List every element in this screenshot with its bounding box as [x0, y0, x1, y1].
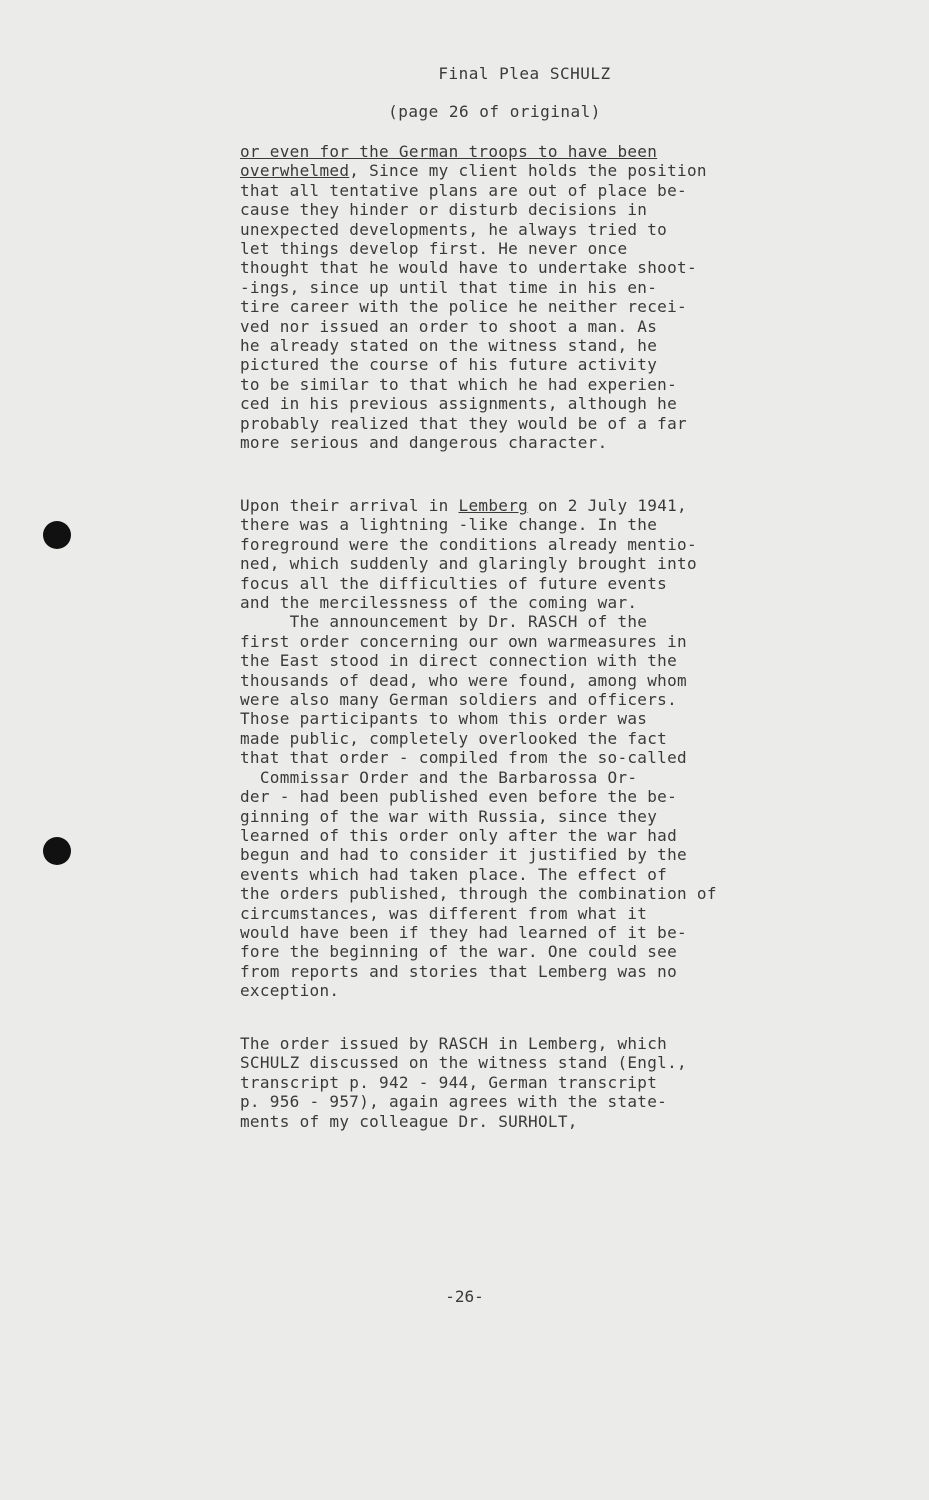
paragraph-1-line-1: or even for the German troops to have been	[240, 142, 658, 161]
paragraph-1	[240, 142, 707, 453]
page-number: -26-	[445, 1287, 484, 1306]
punch-hole	[43, 521, 71, 549]
document-title: Final Plea SCHULZ	[438, 64, 611, 83]
paragraph-1-text: that all tentative plans are out of place be- cause they hinder or disturb decisions in unexpected developments, he always tried to let things develop first. He never once thought that he would have to undertake shoot- -ings, since up until that time in his en- tire career with the police he neither recei- ved nor issued an order to shoot a man. As he already stated on the witness stand, he pictured the course of his future activity to be similar to that which he had experien- ced in his previous assignments, although he probably realized that they would be of a far more serious and dangerous character.	[240, 180, 697, 453]
paragraph-2-line-1: Upon their arrival in	[240, 496, 459, 515]
paragraph-2-date: on 2 July 1941,	[528, 496, 687, 515]
document-subtitle: (page 26 of original)	[388, 102, 601, 121]
underlined-word: overwhelmed	[240, 161, 350, 181]
punch-hole	[43, 837, 71, 865]
paragraph-2-text: there was a lightning -like change. In the foreground were the conditions already mentio- ned, which suddenly and glaringly brought into focus all the difficulties of future events and the mercilessness of the coming war. The announcement by Dr. RASCH of the first order concerning our own warmeasures in the East stood in direct connection with the thousands of dead, who were found, among whom were also many German soldiers and officers. Those participants to whom this order was made public, completely overlooked the fact that that order - compiled from the so-called Commissar Order and the Barbarossa Or- der - had been published even before the be- ginning of the war with Russia, since they learned of this order only after the war had begun and had to consider it justified by the events which had taken place. The effect of the orders published, through the combination of circumstances, was different from what it would have been if they had learned of it be- fore the beginning of the war. One could see from reports and stories that Lemberg was no exception.	[240, 515, 717, 1001]
paragraph-2	[240, 496, 717, 1001]
paragraph-3: The order issued by RASCH in Lemberg, which SCHULZ discussed on the witness stand (Engl., transcript p. 942 - 944, German transcript p. 956 - 957), again agrees with the state- ments of my colleague Dr. SURHOLT,	[240, 1034, 687, 1131]
underlined-place-name: Lemberg	[458, 496, 529, 515]
paragraph-1-line-2: , Since my client holds the position	[349, 161, 707, 181]
